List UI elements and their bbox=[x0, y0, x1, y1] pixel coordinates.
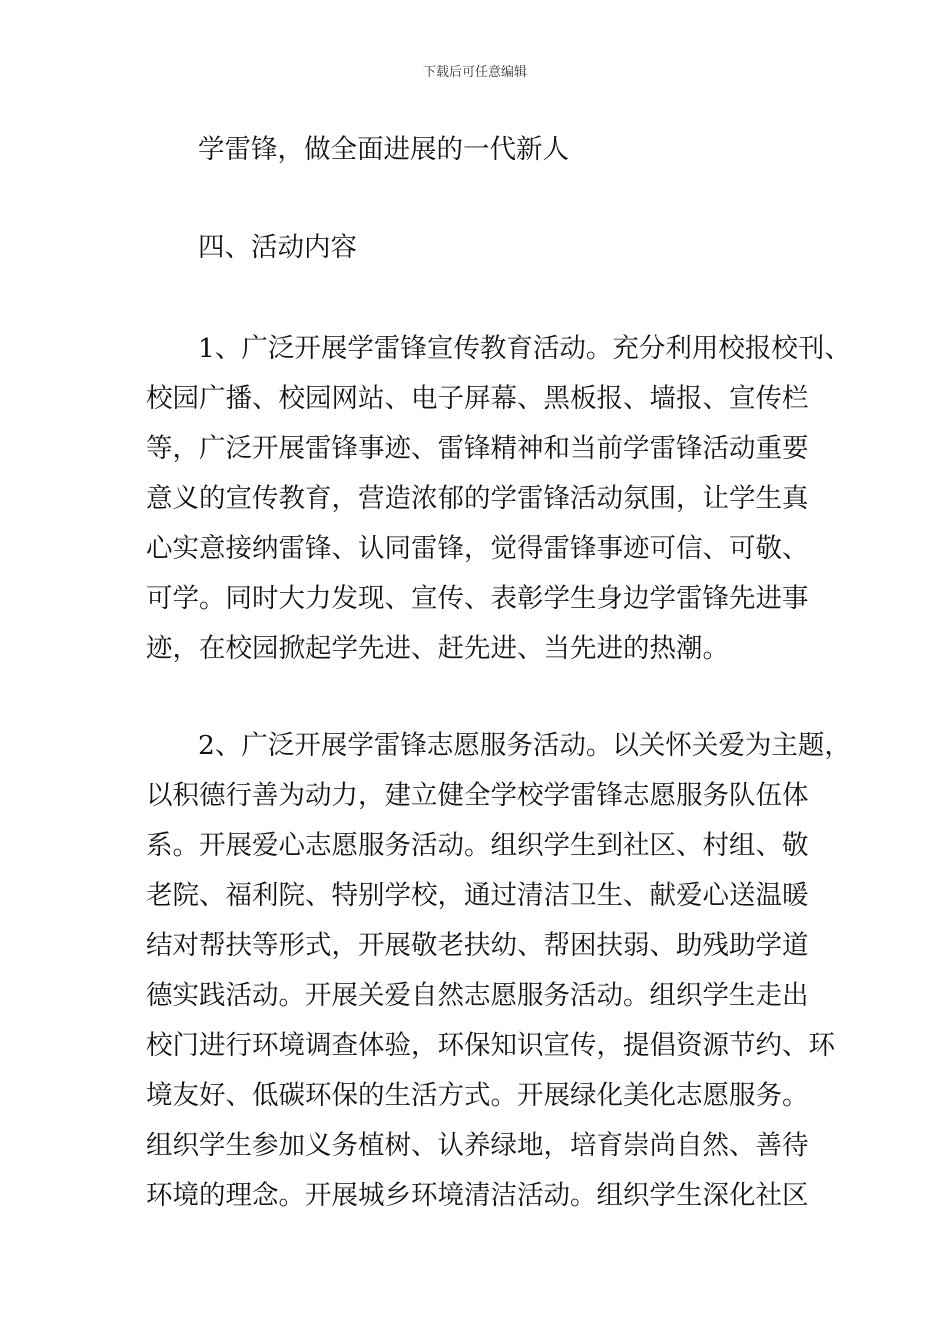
paragraph-line: 1、广泛开展学雷锋宣传教育活动。充分利用校报校刊、 bbox=[198, 333, 851, 364]
paragraph-line: 等，广泛开展雷锋事迹、雷锋精神和当前学雷锋活动重要 bbox=[146, 433, 809, 464]
paragraph-line: 组织学生参加义务植树、认养绿地，培育崇尚自然、善待 bbox=[146, 1130, 809, 1161]
page-header: 下载后可任意编辑 bbox=[422, 65, 527, 80]
paragraph-line: 系。开展爱心志愿服务活动。组织学生到社区、村组、敬 bbox=[146, 830, 809, 861]
paragraph-line: 德实践活动。开展关爱自然志愿服务活动。组织学生走出 bbox=[146, 980, 809, 1011]
paragraph-line: 意义的宣传教育，营造浓郁的学雷锋活动氛围，让学生真 bbox=[146, 483, 809, 514]
paragraph-line: 2、广泛开展学雷锋志愿服务活动。以关怀关爱为主题， bbox=[198, 730, 851, 761]
section-heading: 四、活动内容 bbox=[198, 232, 357, 263]
paragraph-line: 环境的理念。开展城乡环境清洁活动。组织学生深化社区 bbox=[146, 1180, 809, 1211]
paragraph-line: 校园广播、校园网站、电子屏幕、黑板报、墙报、宣传栏 bbox=[146, 383, 809, 414]
title-line: 学雷锋，做全面进展的一代新人 bbox=[198, 134, 569, 165]
paragraph-line: 可学。同时大力发现、宣传、表彰学生身边学雷锋先进事 bbox=[146, 583, 809, 614]
paragraph-line: 以积德行善为动力，建立健全学校学雷锋志愿服务队伍体 bbox=[146, 780, 809, 811]
paragraph-line: 境友好、低碳环保的生活方式。开展绿化美化志愿服务。 bbox=[146, 1080, 809, 1111]
paragraph-line: 心实意接纳雷锋、认同雷锋，觉得雷锋事迹可信、可敬、 bbox=[146, 533, 809, 564]
paragraph-line: 校门进行环境调查体验，环保知识宣传，提倡资源节约、环 bbox=[146, 1030, 835, 1061]
paragraph-line: 老院、福利院、特别学校，通过清洁卫生、献爱心送温暖 bbox=[146, 880, 809, 911]
paragraph-line: 迹，在校园掀起学先进、赶先进、当先进的热潮。 bbox=[146, 633, 729, 664]
paragraph-line: 结对帮扶等形式，开展敬老扶幼、帮困扶弱、助残助学道 bbox=[146, 930, 809, 961]
